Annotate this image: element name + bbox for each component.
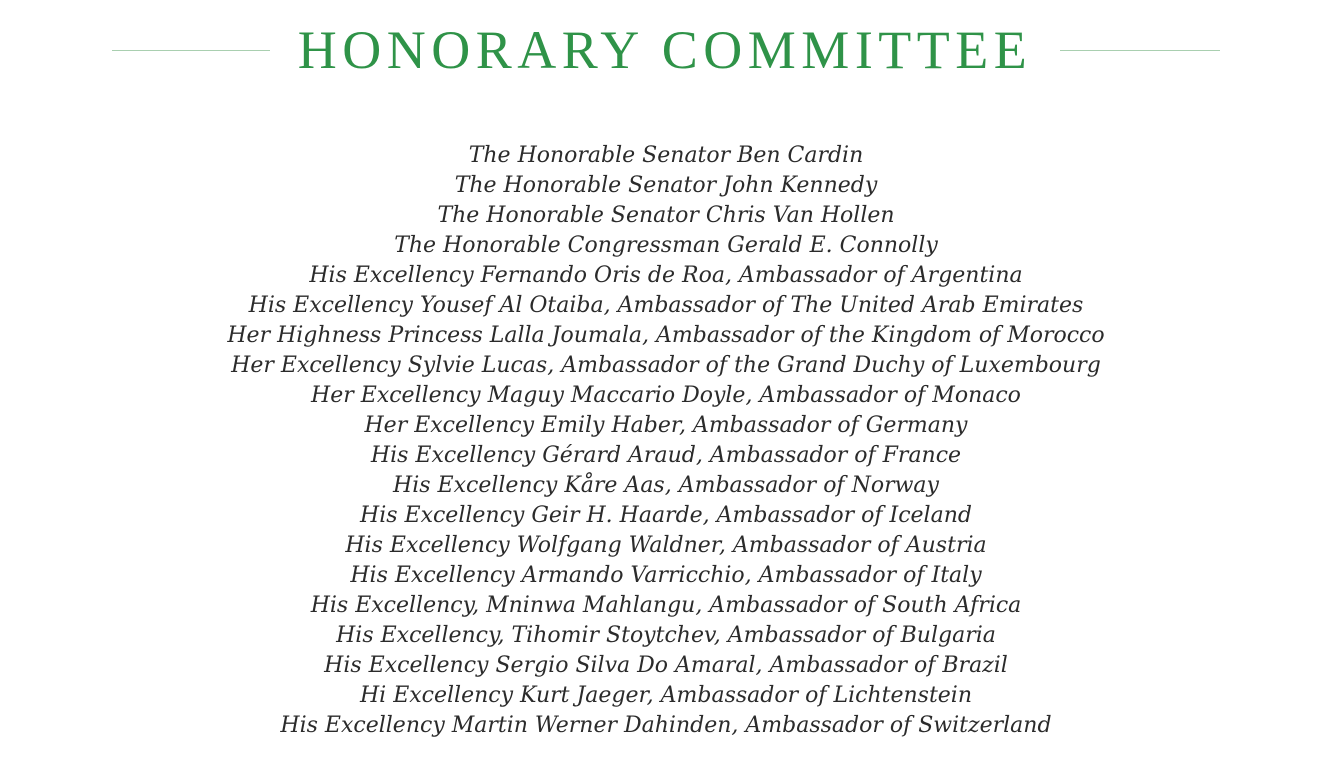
- list-item: His Excellency Armando Varricchio, Ambassador of Italy: [350, 563, 982, 588]
- list-item: His Excellency Kåre Aas, Ambassador of Norway: [393, 473, 939, 498]
- list-item: The Honorable Senator John Kennedy: [454, 173, 878, 198]
- list-item: Her Excellency Emily Haber, Ambassador of Germany: [364, 413, 968, 438]
- list-item: His Excellency Fernando Oris de Roa, Ambassador of Argentina: [309, 263, 1023, 288]
- list-item: The Honorable Senator Ben Cardin: [468, 143, 864, 168]
- list-item: His Excellency Geir H. Haarde, Ambassador of Iceland: [360, 503, 972, 528]
- right-divider-line: [1060, 50, 1220, 51]
- committee-member-list: [0, 141, 1332, 741]
- list-item: The Honorable Senator Chris Van Hollen: [437, 203, 895, 228]
- list-item: His Excellency, Mninwa Mahlangu, Ambassador of South Africa: [310, 593, 1022, 618]
- page-title: HONORARY COMMITTEE: [297, 20, 1033, 80]
- list-item: Her Excellency Maguy Maccario Doyle, Ambassador of Monaco: [311, 383, 1021, 408]
- list-item: His Excellency Martin Werner Dahinden, Ambassador of Switzerland: [280, 713, 1052, 738]
- section-header: [0, 18, 1332, 82]
- list-item: The Honorable Congressman Gerald E. Connolly: [394, 233, 938, 258]
- list-item: Hi Excellency Kurt Jaeger, Ambassador of Lichtenstein: [359, 683, 973, 708]
- list-item: His Excellency Gérard Araud, Ambassador of France: [370, 443, 962, 468]
- list-item: His Excellency Sergio Silva Do Amaral, Ambassador of Brazil: [324, 653, 1008, 678]
- list-item: His Excellency Wolfgang Waldner, Ambassador of Austria: [345, 533, 987, 558]
- list-item: His Excellency Yousef Al Otaiba, Ambassador of The United Arab Emirates: [248, 293, 1084, 318]
- list-item: His Excellency, Tihomir Stoytchev, Ambassador of Bulgaria: [336, 623, 996, 648]
- list-item: Her Excellency Sylvie Lucas, Ambassador of the Grand Duchy of Luxembourg: [231, 353, 1101, 378]
- left-divider-line: [112, 50, 270, 51]
- list-item: Her Highness Princess Lalla Joumala, Ambassador of the Kingdom of Morocco: [227, 323, 1105, 348]
